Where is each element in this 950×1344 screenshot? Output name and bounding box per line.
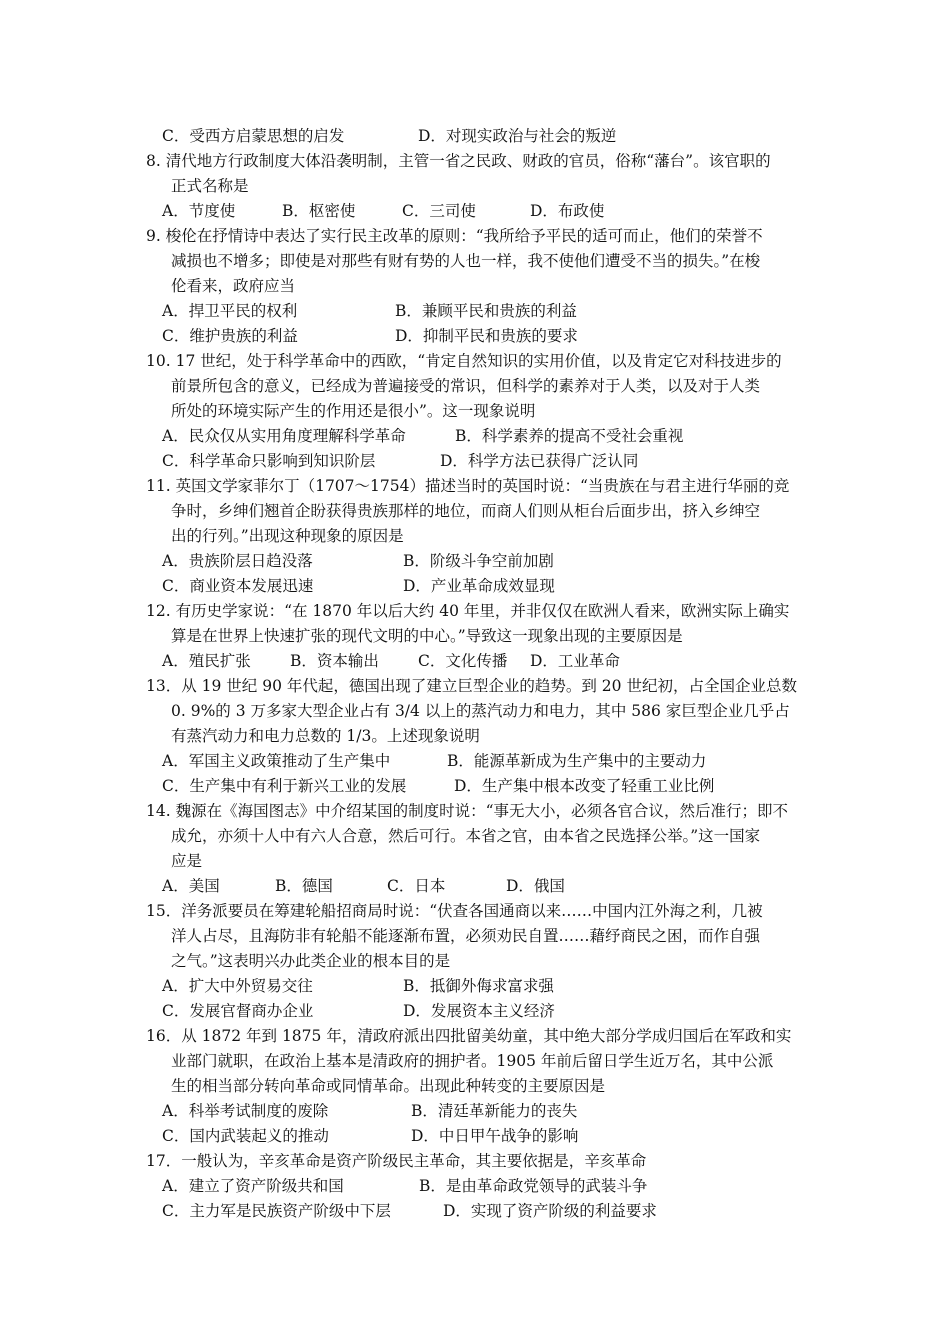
q13-option-a: A．军国主义政策推动了生产集中 bbox=[162, 752, 391, 770]
q7-option-c: C．受西方启蒙思想的启发 bbox=[162, 127, 345, 145]
q10-option-a: A．民众仅从实用角度理解科学革命 bbox=[162, 427, 406, 445]
q10-stem-line: 所处的环境实际产生的作用还是很小”。这一现象说明 bbox=[171, 402, 536, 420]
q10-stem-line: 10. 17 世纪，处于科学革命中的西欧，“肯定自然知识的实用价值，以及肯定它对科技进步的 bbox=[146, 352, 782, 370]
q15-option-c: C．发展官督商办企业 bbox=[162, 1002, 314, 1020]
q13-option-b: B．能源革新成为生产集中的主要动力 bbox=[447, 752, 707, 770]
q8-option-a: A．节度使 bbox=[162, 202, 236, 220]
q16-option-d: D．中日甲午战争的影响 bbox=[411, 1127, 579, 1145]
q12-option-b: B．资本输出 bbox=[290, 652, 379, 670]
q11-stem-line: 争时，乡绅们翘首企盼获得贵族那样的地位，而商人们则从柜台后面步出，挤入乡绅空 bbox=[171, 502, 761, 520]
q8-option-d: D．布政使 bbox=[530, 202, 605, 220]
q14-option-b: B．德国 bbox=[275, 877, 333, 895]
q13-option-d: D．生产集中根本改变了轻重工业比例 bbox=[454, 777, 715, 795]
q14-option-c: C．日本 bbox=[387, 877, 446, 895]
q17-option-b: B．是由革命政党领导的武装斗争 bbox=[419, 1177, 648, 1195]
q9-option-a: A．捍卫平民的权利 bbox=[162, 302, 298, 320]
q8-stem-line: 8. 清代地方行政制度大体沿袭明制，主管一省之民政、财政的官员，俗称“藩台”。该官职的 bbox=[146, 152, 771, 170]
q9-option-b: B．兼顾平民和贵族的利益 bbox=[395, 302, 577, 320]
q11-option-b: B．阶级斗争空前加剧 bbox=[403, 552, 554, 570]
q14-option-d: D．俄国 bbox=[506, 877, 565, 895]
q12-option-a: A．殖民扩张 bbox=[162, 652, 251, 670]
q9-option-d: D．抑制平民和贵族的要求 bbox=[395, 327, 578, 345]
q16-stem-line: 业部门就职，在政治上基本是清政府的拥护者。1905 年前后留日学生近万名，其中公派 bbox=[171, 1052, 774, 1070]
q15-stem-line: 洋人占尽，且海防非有轮船不能逐渐布置，必须劝民自置……藉纾商民之困，而作自强 bbox=[171, 927, 761, 945]
q10-option-b: B．科学素养的提高不受社会重视 bbox=[455, 427, 684, 445]
q16-stem-line: 16．从 1872 年到 1875 年，清政府派出四批留美幼童，其中绝大部分学成归国后在军政和实 bbox=[146, 1027, 792, 1045]
q10-option-c: C．科学革命只影响到知识阶层 bbox=[162, 452, 376, 470]
q9-stem-line: 伦看来，政府应当 bbox=[171, 277, 296, 295]
q7-option-d: D．对现实政治与社会的叛逆 bbox=[418, 127, 617, 145]
q13-stem-line: 13．从 19 世纪 90 年代起，德国出现了建立巨型企业的趋势。到 20 世纪初，占全国企业总数 bbox=[146, 677, 797, 695]
q12-stem-line: 算是在世界上快速扩张的现代文明的中心。”导致这一现象出现的主要原因是 bbox=[171, 627, 683, 645]
q16-stem-line: 生的相当部分转向革命或同情革命。出现此种转变的主要原因是 bbox=[171, 1077, 606, 1095]
q17-option-d: D．实现了资产阶级的利益要求 bbox=[443, 1202, 657, 1220]
q12-option-d: D．工业革命 bbox=[530, 652, 620, 670]
q13-option-c: C．生产集中有利于新兴工业的发展 bbox=[162, 777, 407, 795]
q16-option-a: A．科举考试制度的废除 bbox=[162, 1102, 329, 1120]
q9-stem-line: 9. 梭伦在抒情诗中表达了实行民主改革的原则：“我所给予平民的适可而止，他们的荣誉不 bbox=[146, 227, 763, 245]
q11-stem-line: 出的行列。”出现这种现象的原因是 bbox=[171, 527, 404, 545]
q12-stem-line: 12. 有历史学家说：“在 1870 年以后大约 40 年里，并非仅仅在欧洲人看来，欧洲实际上确实 bbox=[146, 602, 790, 620]
q17-option-c: C．主力军是民族资产阶级中下层 bbox=[162, 1202, 391, 1220]
q11-option-a: A．贵族阶层日趋没落 bbox=[162, 552, 313, 570]
q9-stem-line: 减损也不增多；即使是对那些有财有势的人也一样，我不使他们遭受不当的损失。”在梭 bbox=[171, 252, 761, 270]
q15-option-a: A．扩大中外贸易交往 bbox=[162, 977, 313, 995]
q10-option-d: D．科学方法已获得广泛认同 bbox=[440, 452, 639, 470]
q17-stem-line: 17．一般认为，辛亥革命是资产阶级民主革命，其主要依据是，辛亥革命 bbox=[146, 1152, 647, 1170]
q17-option-a: A．建立了资产阶级共和国 bbox=[162, 1177, 344, 1195]
q14-option-a: A．美国 bbox=[162, 877, 220, 895]
q11-option-d: D．产业革命成效显现 bbox=[403, 577, 555, 595]
q12-option-c: C．文化传播 bbox=[418, 652, 508, 670]
q11-option-c: C．商业资本发展迅速 bbox=[162, 577, 314, 595]
q16-option-c: C．国内武装起义的推动 bbox=[162, 1127, 329, 1145]
q15-option-d: D．发展资本主义经济 bbox=[403, 1002, 555, 1020]
q8-stem-line: 正式名称是 bbox=[171, 177, 249, 195]
q9-option-c: C．维护贵族的利益 bbox=[162, 327, 298, 345]
q14-stem-line: 应是 bbox=[171, 852, 203, 870]
q13-stem-line: 有蒸汽动力和电力总数的 1/3。上述现象说明 bbox=[171, 727, 480, 745]
q15-stem-line: 15．洋务派要员在筹建轮船招商局时说：“伏查各国通商以来……中国内江外海之利，几被 bbox=[146, 902, 763, 920]
q8-option-c: C．三司使 bbox=[402, 202, 476, 220]
q13-stem-line: 0. 9%的 3 万多家大型企业占有 3/4 以上的蒸汽动力和电力，其中 586 家巨型企业几乎占 bbox=[171, 702, 790, 720]
q16-option-b: B．清廷革新能力的丧失 bbox=[411, 1102, 578, 1120]
q14-stem-line: 14. 魏源在《海国图志》中介绍某国的制度时说：“事无大小，必须各官合议，然后准行；即不 bbox=[146, 802, 789, 820]
q8-option-b: B．枢密使 bbox=[282, 202, 356, 220]
q14-stem-line: 成允，亦须十人中有六人合意，然后可行。本省之官，由本省之民选择公举。”这一国家 bbox=[171, 827, 761, 845]
q10-stem-line: 前景所包含的意义，已经成为普遍接受的常识，但科学的素养对于人类，以及对于人类 bbox=[171, 377, 761, 395]
q15-stem-line: 之气。”这表明兴办此类企业的根本目的是 bbox=[171, 952, 451, 970]
q11-stem-line: 11. 英国文学家菲尔丁（1707～1754）描述当时的英国时说：“当贵族在与君主进行华丽的竞 bbox=[146, 477, 790, 495]
q15-option-b: B．抵御外侮求富求强 bbox=[403, 977, 554, 995]
